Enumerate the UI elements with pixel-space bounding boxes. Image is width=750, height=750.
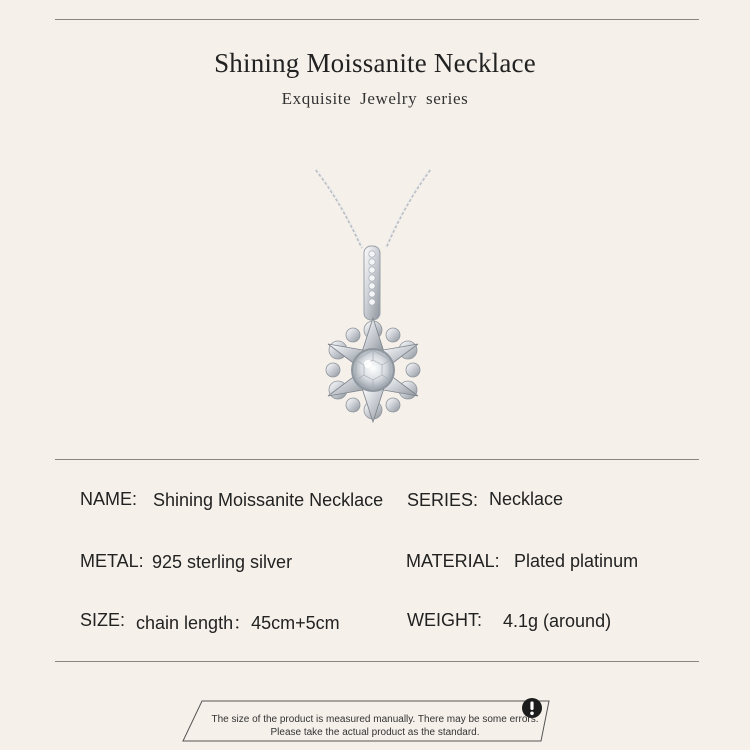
snowflake-pendant-necklace-icon — [300, 160, 450, 430]
notice-line-1: The size of the product is measured manually. There may be some errors. — [211, 714, 539, 725]
name-value: Shining Moissanite Necklace — [153, 490, 384, 510]
material-label: MATERIAL: — [406, 551, 500, 571]
size-value: chain length：45cm+5cm — [136, 613, 340, 633]
page-subtitle: Exquisite Jewelry series — [281, 89, 469, 108]
page-title: Shining Moissanite Necklace — [214, 48, 536, 78]
middle-divider — [55, 459, 699, 460]
series-value: Necklace — [489, 489, 564, 509]
name-label: NAME: — [80, 489, 138, 509]
notice-line-2: Please take the actual product as the standard. — [270, 727, 480, 738]
size-label: SIZE: — [80, 610, 126, 630]
metal-value: 925 sterling silver — [152, 552, 293, 572]
top-divider — [55, 19, 699, 20]
bottom-divider — [55, 661, 699, 662]
metal-label: METAL: — [80, 551, 144, 571]
weight-label: WEIGHT: — [407, 610, 482, 630]
series-label: SERIES: — [407, 490, 479, 510]
material-value: Plated platinum — [514, 551, 639, 571]
weight-value: 4.1g (around) — [503, 611, 612, 631]
